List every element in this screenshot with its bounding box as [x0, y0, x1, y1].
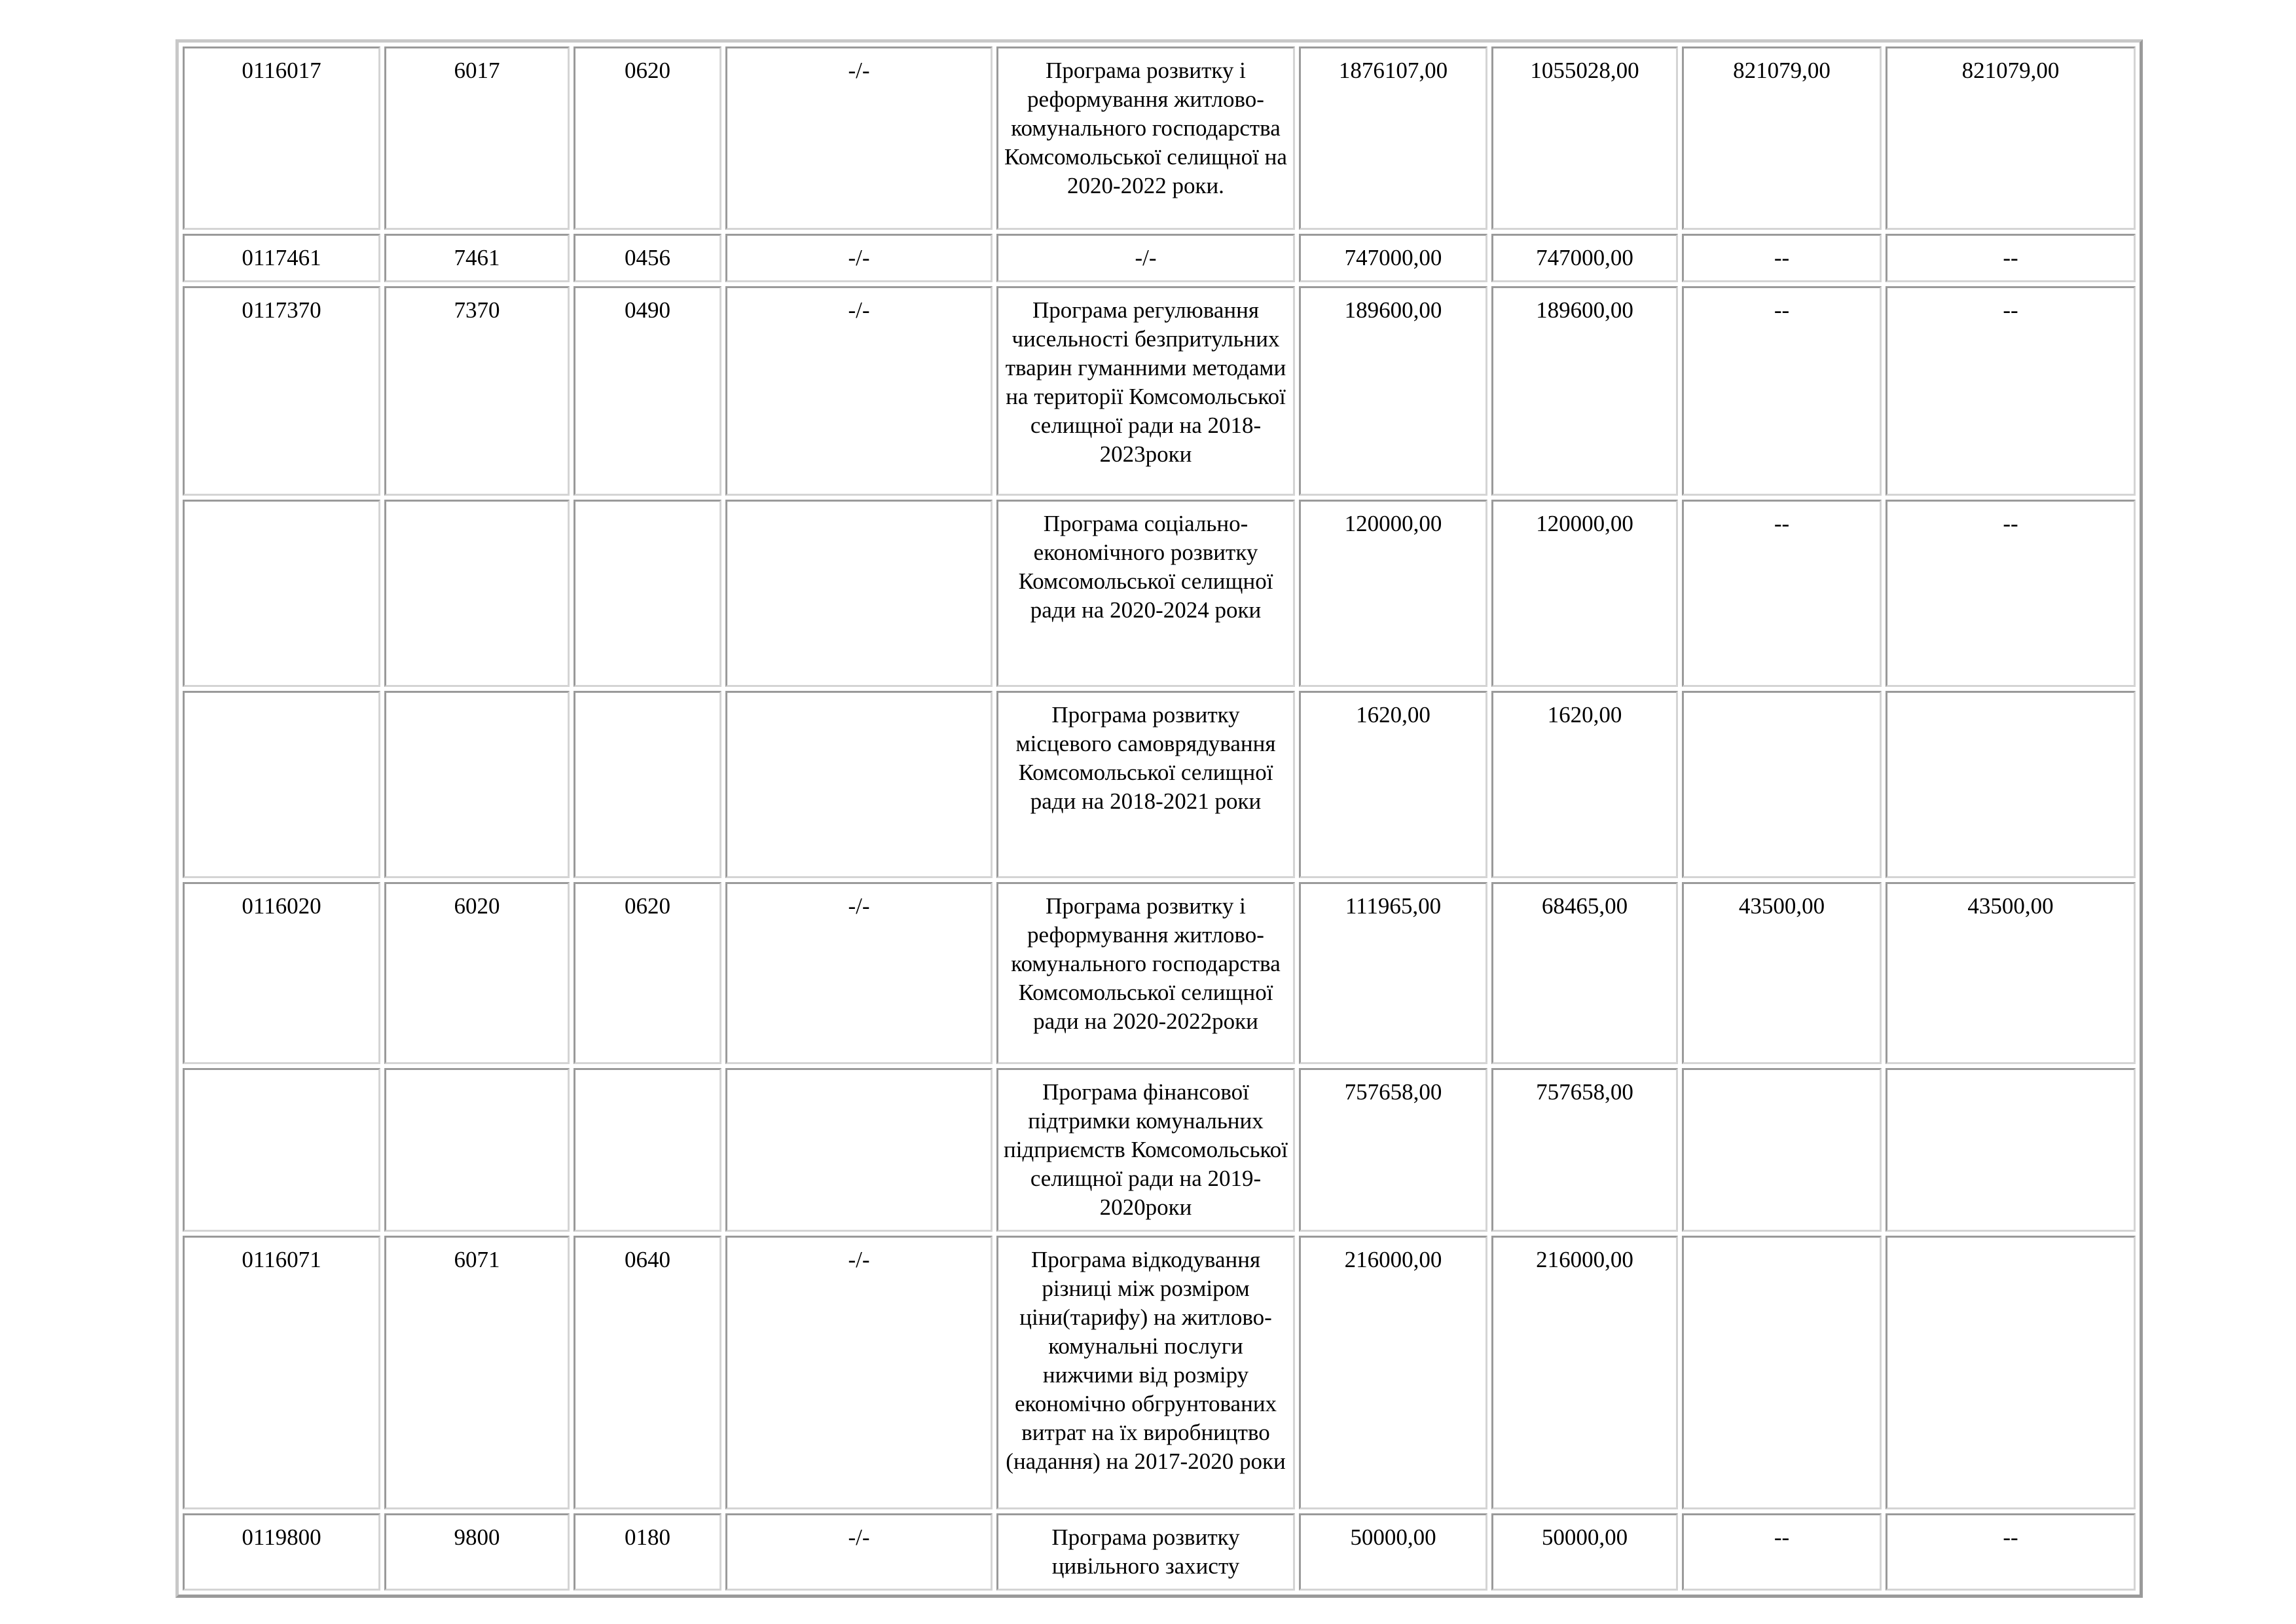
special-fund-cell [1682, 691, 1882, 878]
table-row [183, 1068, 2136, 1232]
designation-cell: -/- [725, 234, 993, 282]
special-fund-cell: -- [1682, 500, 1882, 687]
functional-code-cell: 0620 [574, 882, 721, 1064]
functional-code-cell: 0180 [574, 1513, 721, 1591]
special-fund-development-cell [1886, 1236, 2136, 1509]
program-name-cell: Програма розвитку місцевого самоврядування Комсомольської селищної ради на 2018-2021 роки [996, 691, 1295, 878]
total-amount-cell: 50000,00 [1299, 1513, 1487, 1591]
table-row [183, 1513, 2136, 1591]
total-amount-cell: 1876107,00 [1299, 46, 1487, 230]
general-fund-cell: 747000,00 [1491, 234, 1678, 282]
special-fund-development-cell: 821079,00 [1886, 46, 2136, 230]
special-fund-development-cell: -- [1886, 286, 2136, 496]
functional-code-cell: 0640 [574, 1236, 721, 1509]
expenditure-kind-cell [384, 500, 570, 687]
total-amount-cell: 216000,00 [1299, 1236, 1487, 1509]
table-body [183, 46, 2136, 1591]
designation-cell: -/- [725, 1236, 993, 1509]
special-fund-cell: 43500,00 [1682, 882, 1882, 1064]
special-fund-development-cell [1886, 691, 2136, 878]
program-code-cell: 0119800 [183, 1513, 380, 1591]
general-fund-cell: 120000,00 [1491, 500, 1678, 687]
designation-cell [725, 691, 993, 878]
special-fund-cell [1682, 1236, 1882, 1509]
special-fund-development-cell: 43500,00 [1886, 882, 2136, 1064]
program-code-cell: 0116071 [183, 1236, 380, 1509]
general-fund-cell: 1055028,00 [1491, 46, 1678, 230]
program-name-cell: Програма відкодування різниці між розміром ціни(тарифу) на житлово-комунальні послуги нижчими від розміру економічно обгрунтованих витрат на їх виробництво (надання) на 2017-2020 роки [996, 1236, 1295, 1509]
designation-cell: -/- [725, 286, 993, 496]
table-row [183, 286, 2136, 496]
expenditure-kind-cell: 6020 [384, 882, 570, 1064]
general-fund-cell: 1620,00 [1491, 691, 1678, 878]
program-name-cell: Програма регулювання чисельності безпритульних тварин гуманними методами на території Комсомольської селищної ради на 2018-2023роки [996, 286, 1295, 496]
designation-cell [725, 1068, 993, 1232]
general-fund-cell: 68465,00 [1491, 882, 1678, 1064]
program-code-cell [183, 691, 380, 878]
general-fund-cell: 757658,00 [1491, 1068, 1678, 1232]
expenditure-kind-cell: 6071 [384, 1236, 570, 1509]
designation-cell [725, 500, 993, 687]
special-fund-development-cell [1886, 1068, 2136, 1232]
total-amount-cell: 747000,00 [1299, 234, 1487, 282]
special-fund-cell: -- [1682, 234, 1882, 282]
special-fund-cell: 821079,00 [1682, 46, 1882, 230]
functional-code-cell: 0620 [574, 46, 721, 230]
program-code-cell: 0117370 [183, 286, 380, 496]
expenditure-kind-cell [384, 691, 570, 878]
expenditure-kind-cell: 7370 [384, 286, 570, 496]
program-code-cell [183, 500, 380, 687]
total-amount-cell: 757658,00 [1299, 1068, 1487, 1232]
program-name-cell: Програма розвитку цивільного захисту [996, 1513, 1295, 1591]
program-name-cell: Програма розвитку і реформування житлово-комунального господарства Комсомольської селищної ради на 2020-2022роки [996, 882, 1295, 1064]
table-row [183, 234, 2136, 282]
program-name-cell: Програма фінансової підтримки комунальних підприємств Комсомольської селищної ради на 2019-2020роки [996, 1068, 1295, 1232]
program-code-cell: 0117461 [183, 234, 380, 282]
general-fund-cell: 50000,00 [1491, 1513, 1678, 1591]
special-fund-cell: -- [1682, 1513, 1882, 1591]
total-amount-cell: 189600,00 [1299, 286, 1487, 496]
designation-cell: -/- [725, 1513, 993, 1591]
designation-cell: -/- [725, 882, 993, 1064]
expenditure-kind-cell: 9800 [384, 1513, 570, 1591]
general-fund-cell: 189600,00 [1491, 286, 1678, 496]
designation-cell: -/- [725, 46, 993, 230]
special-fund-cell: -- [1682, 286, 1882, 496]
general-fund-cell: 216000,00 [1491, 1236, 1678, 1509]
functional-code-cell [574, 691, 721, 878]
table-row [183, 46, 2136, 230]
expenditure-kind-cell [384, 1068, 570, 1232]
special-fund-development-cell: -- [1886, 1513, 2136, 1591]
program-code-cell: 0116020 [183, 882, 380, 1064]
special-fund-development-cell: -- [1886, 500, 2136, 687]
expenditure-kind-cell: 6017 [384, 46, 570, 230]
program-name-cell: -/- [996, 234, 1295, 282]
table-row [183, 882, 2136, 1064]
special-fund-development-cell: -- [1886, 234, 2136, 282]
program-name-cell: Програма соціально-економічного розвитку Комсомольської селищної ради на 2020-2024 роки [996, 500, 1295, 687]
functional-code-cell: 0490 [574, 286, 721, 496]
expenditure-kind-cell: 7461 [384, 234, 570, 282]
total-amount-cell: 111965,00 [1299, 882, 1487, 1064]
functional-code-cell [574, 1068, 721, 1232]
functional-code-cell [574, 500, 721, 687]
total-amount-cell: 1620,00 [1299, 691, 1487, 878]
special-fund-cell [1682, 1068, 1882, 1232]
program-code-cell: 0116017 [183, 46, 380, 230]
table-row [183, 1236, 2136, 1509]
table-row [183, 691, 2136, 878]
total-amount-cell: 120000,00 [1299, 500, 1487, 687]
table-row [183, 500, 2136, 687]
program-code-cell [183, 1068, 380, 1232]
functional-code-cell: 0456 [574, 234, 721, 282]
budget-programs-table [175, 39, 2143, 1598]
program-name-cell: Програма розвитку і реформування житлово-комунального господарства Комсомольської селищної на 2020-2022 роки. [996, 46, 1295, 230]
